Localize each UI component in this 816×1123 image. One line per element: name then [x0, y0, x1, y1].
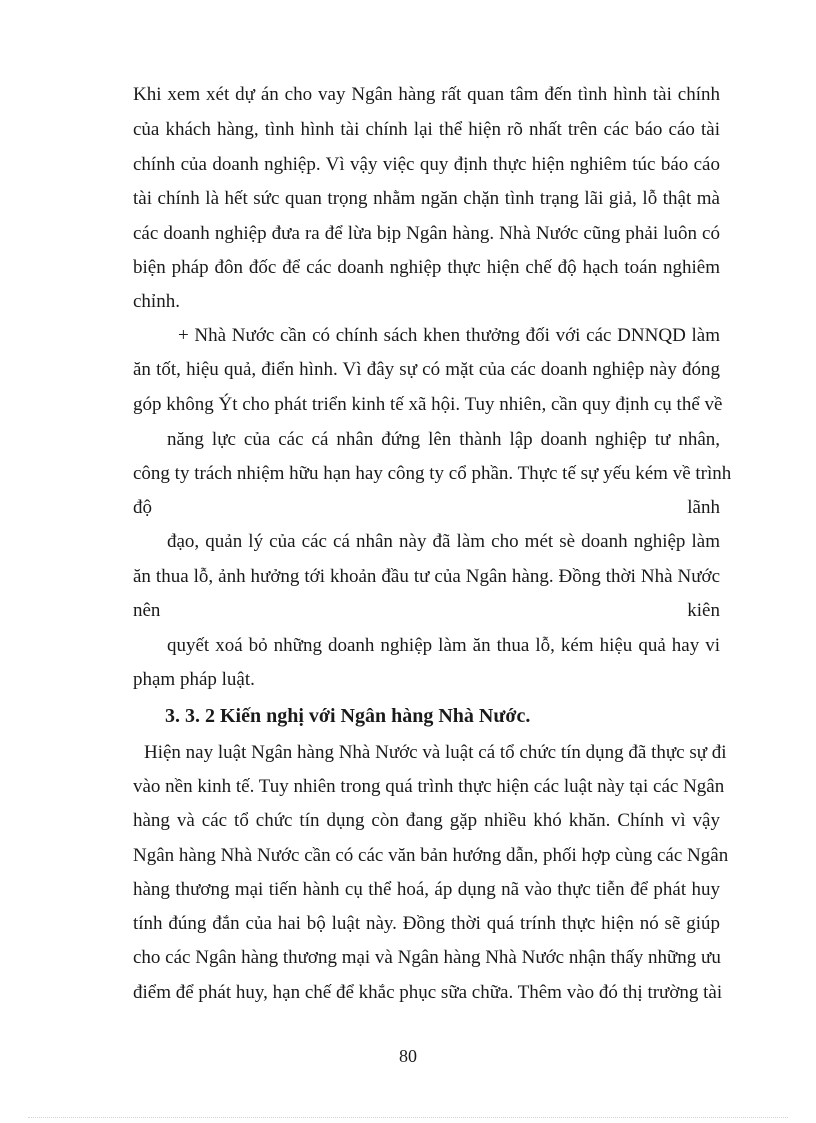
- paragraph-1-line-7: chỉnh.: [133, 291, 180, 312]
- paragraph-2-line-11: phạm pháp luật.: [133, 669, 255, 690]
- paragraph-2-word-left-2: nên: [133, 600, 161, 621]
- paragraph-2-line-6: [133, 496, 720, 520]
- paragraph-2-line-7: đạo, quản lý của các cá nhân này đã làm cho mét sè doanh nghiệp làm: [167, 531, 720, 552]
- paragraph-3-line-4: Ngân hàng Nhà Nước cần có các văn bản hướng dẫn, phối hợp cùng các Ngân: [133, 845, 729, 866]
- paragraph-2-line-3: góp không Ýt cho phát triển kinh tế xã hội. Tuy nhiên, cần quy định cụ thể về: [133, 394, 723, 415]
- bottom-divider: [28, 1117, 788, 1118]
- paragraph-2-line-4: năng lực của các cá nhân đứng lên thành lập doanh nghiệp tư nhân,: [167, 429, 720, 450]
- paragraph-3-line-2: vào nền kinh tế. Tuy nhiên trong quá trình thực hiện các luật này tại các Ngân: [133, 776, 725, 797]
- paragraph-3-line-8: điểm để phát huy, hạn chế để khắc phục sữa chữa. Thêm vào đó thị trường tài: [133, 982, 723, 1003]
- paragraph-1-line-6: biện pháp đôn đốc để các doanh nghiệp thực hiện chế độ hạch toán nghiêm: [133, 257, 720, 278]
- paragraph-2-line-2: ăn tốt, hiệu quả, điển hình. Vì đây sự có mặt của các doanh nghiệp này đóng: [133, 359, 720, 380]
- paragraph-1-line-4: tài chính là hết sức quan trọng nhằm ngăn chặn tình trạng lãi giả, lỗ thật mà: [133, 188, 720, 209]
- paragraph-2-line-1: + Nhà Nước cần có chính sách khen thưởng đối với các DNNQD làm: [178, 325, 720, 346]
- paragraph-1-line-5: các doanh nghiệp đưa ra để lừa bịp Ngân hàng. Nhà Nước cũng phải luôn có: [133, 223, 720, 244]
- paragraph-1-line-2: của khách hàng, tình hình tài chính lại thể hiện rõ nhất trên các báo cáo tài: [133, 119, 720, 140]
- paragraph-2-word-right-2: kiên: [687, 600, 720, 621]
- paragraph-2-line-10: quyết xoá bỏ những doanh nghiệp làm ăn thua lỗ, kém hiệu quả hay vi: [167, 635, 720, 656]
- section-heading: 3. 3. 2 Kiến nghị với Ngân hàng Nhà Nước.: [165, 705, 531, 727]
- paragraph-3-line-3: hàng và các tổ chức tín dụng còn đang gặp nhiều khó khăn. Chính vì vậy: [133, 810, 720, 831]
- paragraph-3-line-5: hàng thương mại tiến hành cụ thể hoá, áp dụng nã vào thực tiễn để phát huy: [133, 879, 720, 900]
- paragraph-1-line-3: chính của doanh nghiệp. Vì vậy việc quy định thực hiện nghiêm túc báo cáo: [133, 154, 720, 175]
- paragraph-3-line-1: Hiện nay luật Ngân hàng Nhà Nước và luật cá tổ chức tín dụng đã thực sự đi: [144, 742, 727, 763]
- paragraph-3-line-7: cho các Ngân hàng thương mại và Ngân hàng Nhà Nước nhận thấy những ưu: [133, 947, 721, 968]
- paragraph-2-line-5: công ty trách nhiệm hữu hạn hay công ty cổ phần. Thực tế sự yếu kém về trình: [133, 463, 732, 484]
- paragraph-3-line-6: tính đúng đắn của hai bộ luật này. Đồng thời quá trính thực hiện nó sẽ giúp: [133, 913, 720, 934]
- paragraph-2-word-right: lãnh: [687, 497, 720, 518]
- paragraph-2-word-left: độ: [133, 497, 152, 518]
- paragraph-2-line-8: ăn thua lỗ, ảnh hưởng tới khoản đầu tư của Ngân hàng. Đồng thời Nhà Nước: [133, 566, 720, 587]
- paragraph-2-line-9: [133, 599, 720, 623]
- paragraph-1-line-1: Khi xem xét dự án cho vay Ngân hàng rất quan tâm đến tình hình tài chính: [133, 84, 720, 105]
- page-number: 80: [399, 1046, 417, 1066]
